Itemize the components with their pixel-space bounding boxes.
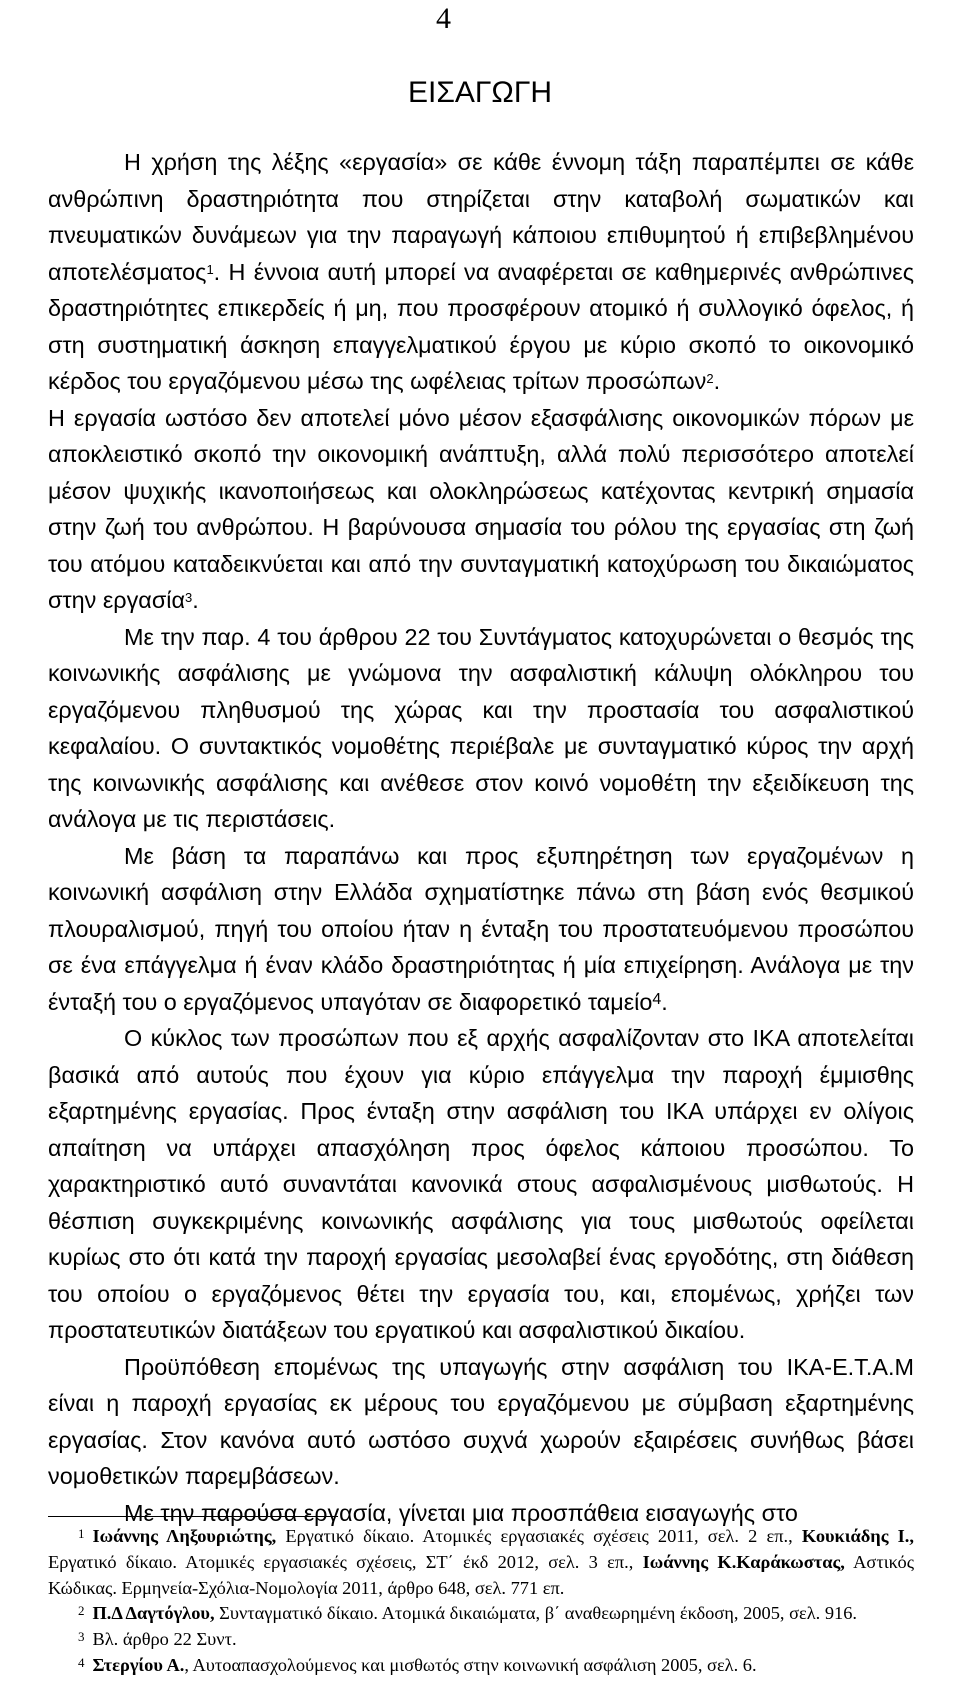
footnote-1-text-2: Εργατικό δίκαιο. Ατομικές εργασιακές σχέσεις, ΣΤ΄ έκδ 2012, σελ. 3 επ.,	[48, 1551, 643, 1572]
footnote-4	[48, 1653, 914, 1679]
footnote-ref-2: 2	[706, 371, 714, 386]
paragraph-1	[48, 144, 914, 400]
footnote-1-author-2: Κουκιάδης Ι.,	[801, 1526, 915, 1546]
footnote-3	[48, 1627, 914, 1653]
paragraph-2-text-b: .	[192, 587, 199, 613]
paragraph-4	[48, 838, 914, 1021]
footnote-1-author-1: Ιωάννης Ληξουριώτης,	[92, 1526, 277, 1546]
page-title: ΕΙΣΑΓΩΓΗ	[407, 76, 553, 109]
footnote-1	[48, 1524, 914, 1601]
footnote-2	[48, 1601, 914, 1627]
footnote-1-author-3: Ιωάννης Κ.Καράκωστας,	[642, 1551, 845, 1572]
footnote-1-text-1: Εργατικό δίκαιο. Ατομικές εργασιακές σχέσεις 2011, σελ. 2 επ.,	[276, 1526, 802, 1546]
footnote-1-text-3: Αστικός Κώδικας. Ερμηνεία-Σχόλια-Νομολογία 2011, άρθρο 648, σελ. 771 επ.	[48, 1551, 914, 1598]
footnote-2-author: Π.Δ Δαγτόγλου,	[92, 1603, 215, 1624]
footnote-2-text: Συνταγματικό δίκαιο. Ατομικά δικαιώματα, β΄ αναθεωρημένη έκδοση, 2005, σελ. 916.	[214, 1603, 858, 1624]
paragraph-6: Προϋπόθεση επομένως της υπαγωγής στην ασφάλιση του ΙΚΑ-Ε.Τ.Α.Μ είναι η παροχή εργασίας εκ μέρους του εργαζόμενου με σύμβαση εξαρτημένης εργασίας. Στον κανόνα αυτό ωστόσο συχνά χωρούν εξαιρέσεις συνήθως βάσει νομοθετικών παρεμβάσεων.	[48, 1353, 914, 1489]
footnote-ref-3: 3	[185, 590, 193, 605]
paragraph-3: Με την παρ. 4 του άρθρου 22 του Συντάγματος κατοχυρώνεται ο θεσμός της κοινωνικής ασφάλισης με γνώμονα την ασφαλιστική κάλυψη ολόκληρου του εργαζόμενου πληθυσμού της χώρας και την προστασία του ασφαλιστικού κεφαλαίου. Ο συντακτικός νομοθέτης περιέβαλε με συνταγματικό κύρος την αρχή της κοινωνικής ασφάλισης και ανέθεσε στον κοινό νομοθέτη την εξειδίκευση της ανάλογα με τις περιστάσεις.	[48, 623, 914, 832]
paragraph-2	[48, 400, 914, 619]
paragraph-1-text-b: . Η έννοια αυτή μπορεί να αναφέρεται σε καθημερινές ανθρώπινες δραστηριότητες επικερδείς ή μη, που προσφέρουν ατομικό ή συλλογικό όφελος, ή στη συστηματική άσκηση επαγγελματικού έργου με κύριο σκοπό το οικονομικό κέρδος του εργαζόμενου μέσω της ωφέλειας τρίτων προσώπων	[48, 258, 914, 394]
paragraph-1-text-c: .	[713, 368, 721, 394]
paragraph-4-text-b: .	[661, 988, 668, 1015]
footnote-ref-4: 4	[652, 990, 662, 1008]
footnote-2-mark: 2	[78, 1603, 85, 1619]
page-number: 4	[436, 2, 451, 35]
paragraph-7: Με την παρούσα εργασία, γίνεται μια προσπάθεια εισαγωγής στο	[124, 1499, 798, 1526]
footnote-4-mark: 4	[78, 1654, 85, 1670]
footnote-4-author: Στεργίου Α.	[92, 1654, 185, 1675]
footnote-ref-1: 1	[206, 261, 214, 277]
footnote-1-mark: 1	[78, 1526, 85, 1541]
paragraph-1-text-a: Η χρήση της λέξης «εργασία» σε κάθε έννομη τάξη παραπέμπει σε κάθε ανθρώπινη δραστηριότητα που στηρίζεται στην καταβολή σωματικών και πνευματικών δυνάμεων για την παραγωγή κάποιου επιθυμητού ή επιβεβλημένου αποτελέσματος	[48, 149, 914, 285]
footnote-4-text: , Αυτοαπασχολούμενος και μισθωτός στην κοινωνική ασφάλιση 2005, σελ. 6.	[184, 1654, 757, 1675]
paragraph-5: Ο κύκλος των προσώπων που εξ αρχής ασφαλίζονταν στο ΙΚΑ αποτελείται βασικά από αυτούς που έχουν για κύριο επάγγελμα την παροχή έμμισθης εξαρτημένης εργασίας. Προς ένταξη στην ασφάλιση του ΙΚΑ υπάρχει εν ολίγοις απαίτηση να υπάρχει απασχόληση προς όφελος κάποιου προσώπου. Το χαρακτηριστικό αυτό συναντάται κανονικά στους ασφαλισμένους μισθωτούς. Η θέσπιση συγκεκριμένης κοινωνικής ασφάλισης για τους μισθωτούς οφείλεται κυρίως στο ότι κατά την παροχή εργασίας μεσολαβεί ένας εργοδότης, στη διάθεση του οποίου ο εργαζόμενος θέτει την εργασία του, και, επομένως, χρήζει των προστατευτικών διατάξεων του εργατικού και ασφαλιστικού δικαίου.	[48, 1025, 914, 1343]
paragraph-4-text-a: Με βάση τα παραπάνω και προς εξυπηρέτηση των εργαζομένων η κοινωνική ασφάλιση στην Ελλάδα σχηματίστηκε πάνω στη βάση ενός θεσμικού πλουραλισμού, πηγή του οποίου ήταν η ένταξη του προστατευόμενου προσώπου σε ένα επάγγελμα ή έναν κλάδο δραστηριότητας ή μία επιχείρηση. Ανάλογα με την ένταξή του ο εργαζόμενος υπαγόταν σε διαφορετικό ταμείο	[48, 842, 914, 1015]
body-text	[48, 144, 914, 1531]
footnote-separator	[48, 1516, 338, 1517]
footnotes	[48, 1524, 914, 1679]
paragraph-2-text-a: Η εργασία ωστόσο δεν αποτελεί μόνο μέσον εξασφάλισης οικονομικών πόρων με αποκλειστικό σκοπό την οικονομική ανάπτυξη, αλλά πολύ περισσότερο αποτελεί μέσον ψυχικής ικανοποιήσεως και ολοκληρώσεως κατέχοντας κεντρική σημασία στην ζωή του ανθρώπου. Η βαρύνουσα σημασία του ρόλου της εργασίας στη ζωή του ατόμου καταδεικνύεται και από την συνταγματική κατοχύρωση του δικαιώματος στην εργασία	[48, 404, 914, 613]
footnote-3-mark: 3	[78, 1629, 85, 1645]
footnote-3-text: Βλ. άρθρο 22 Συντ.	[92, 1629, 237, 1650]
